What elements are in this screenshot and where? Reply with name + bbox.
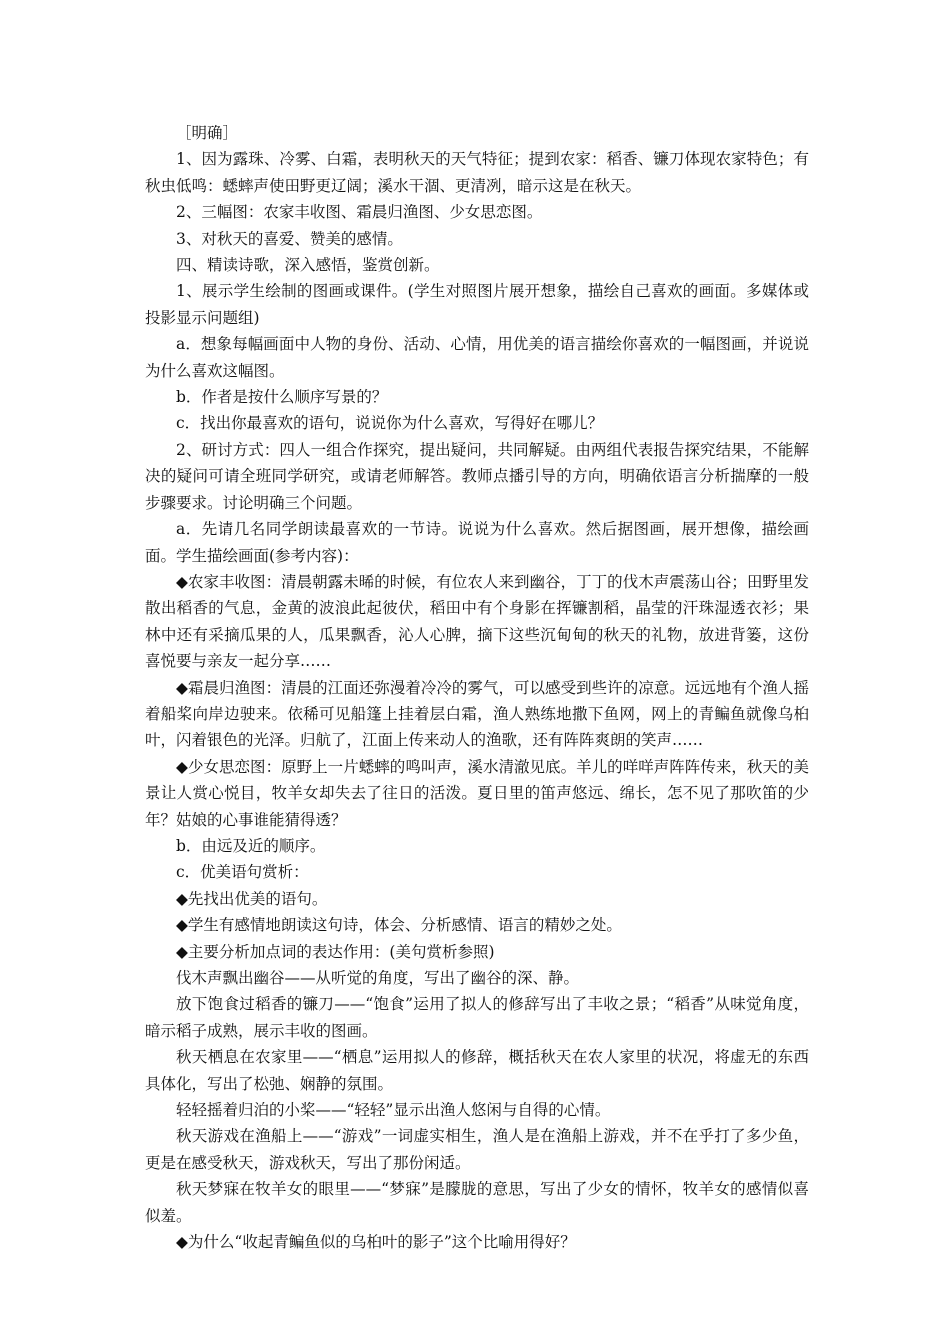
analysis-paragraph: 伐木声飘出幽谷——从听觉的角度，写出了幽谷的深、静。 xyxy=(176,969,580,987)
paragraph: b．由远及近的顺序。 xyxy=(176,836,326,855)
paragraph: 2、三幅图：农家丰收图、霜晨归渔图、少女思恋图。 xyxy=(176,203,543,222)
bullet-paragraph: ◆少女思恋图：原野上一片蟋蟀的鸣叫声，溪水清澈见底。羊儿的咩咩声阵阵传来，秋天的美景让人赏心悦目，牧羊女却失去了往日的活泼。夏日里的笛声悠远、绵长，怎不见了那吹笛的少年？姑娘的心事谁能猜得透？ xyxy=(145,757,809,829)
bullet-paragraph: ◆先找出优美的语句。 xyxy=(176,889,328,908)
paragraph: c．优美语句赏析： xyxy=(176,863,309,882)
document-page xyxy=(145,120,809,1255)
paragraph: 1、因为露珠、冷雾、白霜，表明秋天的天气特征；提到农家：稻香、镰刀体现农家特色；有秋虫低鸣：蟋蟀声使田野更辽阔；溪水干涸、更清冽，暗示这是在秋天。 xyxy=(145,150,809,195)
bullet-paragraph: ◆为什么“收起青鳊鱼似的乌桕叶的影子”这个比喻用得好？ xyxy=(176,1233,576,1252)
paragraph: 1、展示学生绘制的图画或课件。(学生对照图片展开想象，描绘自己喜欢的画面。多媒体或投影显示问题组) xyxy=(145,282,809,327)
question-item: a．想象每幅画面中人物的身份、活动、心情，用优美的语言描绘你喜欢的一幅图画，并说说为什么喜欢这幅图。 xyxy=(145,335,809,380)
bullet-paragraph: ◆霜晨归渔图：清晨的江面还弥漫着冷冷的雾气，可以感受到些许的凉意。远远地有个渔人摇着船桨向岸边驶来。依稀可见船篷上挂着层白霜，渔人熟练地撒下鱼网，网上的青鳊鱼就像乌桕叶，闪着银色的光泽。归航了，江面上传来动人的渔歌，还有阵阵爽朗的笑声…… xyxy=(145,678,809,750)
paragraph: a．先请几名同学朗读最喜欢的一节诗。说说为什么喜欢。然后据图画，展开想像，描绘画面。学生描绘画面(参考内容)： xyxy=(145,520,809,565)
question-item: b．作者是按什么顺序写景的？ xyxy=(176,388,388,407)
analysis-paragraph: 秋天梦寐在牧羊女的眼里——“梦寐”是朦胧的意思，写出了少女的情怀，牧羊女的感情似喜似羞。 xyxy=(145,1180,809,1225)
bullet-paragraph: ◆学生有感情地朗读这句诗，体会、分析感情、语言的精妙之处。 xyxy=(176,916,622,935)
paragraph: 2、研讨方式：四人一组合作探究，提出疑问，共同解疑。由两组代表报告探究结果，不能解决的疑问可请全班同学研究，或请老师解答。教师点播引导的方向，明确依语言分析揣摩的一般步骤要求。讨论明确三个问题。 xyxy=(145,440,809,512)
question-item: c．找出你最喜欢的语句，说说你为什么喜欢，写得好在哪儿？ xyxy=(176,414,604,433)
analysis-paragraph: 秋天栖息在农家里——“栖息”运用拟人的修辞，概括秋天在农人家里的状况，将虚无的东西具体化，写出了松弛、娴静的氛围。 xyxy=(145,1048,809,1093)
bullet-paragraph: ◆主要分析加点词的表达作用：(美句赏析参照) xyxy=(176,942,495,961)
heading-mingque: ［明确］ xyxy=(176,124,239,142)
analysis-paragraph: 轻轻摇着归泊的小桨——“轻轻”显示出渔人悠闲与自得的心情。 xyxy=(176,1101,611,1120)
analysis-paragraph: 放下饱食过稻香的镰刀——“饱食”运用了拟人的修辞写出了丰收之景；“稻香”从味觉角度，暗示稻子成熟，展示丰收的图画。 xyxy=(145,995,809,1040)
bullet-paragraph: ◆农家丰收图：清晨朝露未晞的时候，有位农人来到幽谷，丁丁的伐木声震荡山谷；田野里发散出稻香的气息，金黄的波浪此起彼伏，稻田中有个身影在挥镰割稻，晶莹的汗珠湿透衣衫；果林中还有采摘瓜果的人，瓜果飘香，沁人心脾，摘下这些沉甸甸的秋天的礼物，放进背篓，这份喜悦要与亲友一起分享…… xyxy=(145,572,809,671)
paragraph: 3、对秋天的喜爱、赞美的感情。 xyxy=(176,229,403,248)
analysis-paragraph: 秋天游戏在渔船上——“游戏”一词虚实相生，渔人是在渔船上游戏，并不在乎打了多少鱼，更是在感受秋天，游戏秋天，写出了那份闲适。 xyxy=(145,1127,809,1172)
section-heading: 四、精读诗歌，深入感悟，鉴赏创新。 xyxy=(176,256,440,275)
